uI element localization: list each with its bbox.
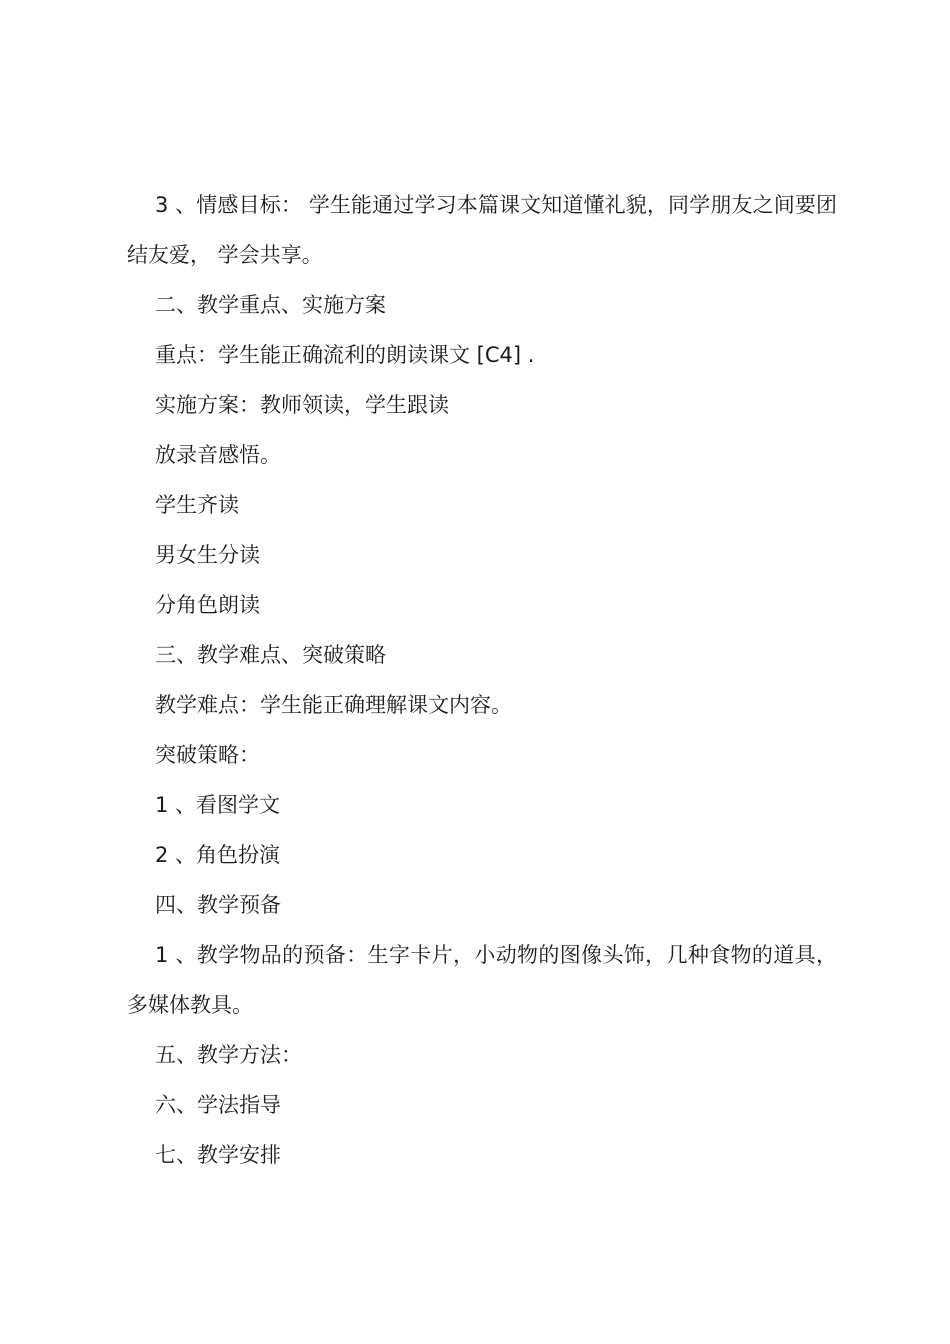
paragraph-role-reading: 分角色朗读: [155, 593, 260, 617]
heading-methods: 五、教学方法：: [155, 1043, 302, 1067]
paragraph-implementation-plan: 实施方案：教师领读，学生跟读: [155, 393, 449, 417]
heading-teaching-arrangement: 七、教学安排: [155, 1143, 281, 1167]
paragraph-boys-girls-read: 男女生分读: [155, 543, 260, 567]
paragraph-strategies-label: 突破策略：: [155, 743, 260, 767]
heading-difficulties: 三、教学难点、突破策略: [155, 643, 386, 667]
paragraph-key-point: 重点：学生能正确流利的朗读课文 [C4] .: [155, 343, 535, 367]
document-body: [127, 180, 837, 1180]
paragraph-strategy-1: 1 、看图学文: [155, 793, 281, 817]
paragraph-strategy-2: 2 、角色扮演: [155, 843, 281, 867]
paragraph-read-together: 学生齐读: [155, 493, 239, 517]
paragraph-listen-recording: 放录音感悟。: [155, 443, 281, 467]
heading-preparation: 四、教学预备: [155, 893, 281, 917]
heading-learning-guidance: 六、学法指导: [155, 1093, 281, 1117]
paragraph-emotional-goal: 3 、情感目标： 学生能通过学习本篇课文知道懂礼貌，同学朋友之间要团结友爱， 学会共享。: [127, 193, 837, 267]
paragraph-difficulty: 教学难点：学生能正确理解课文内容。: [155, 693, 512, 717]
paragraph-materials: 1 、教学物品的预备：生字卡片，小动物的图像头饰，几种食物的道具，多媒体教具。: [127, 943, 837, 1017]
heading-key-points: 二、教学重点、实施方案: [155, 293, 386, 317]
